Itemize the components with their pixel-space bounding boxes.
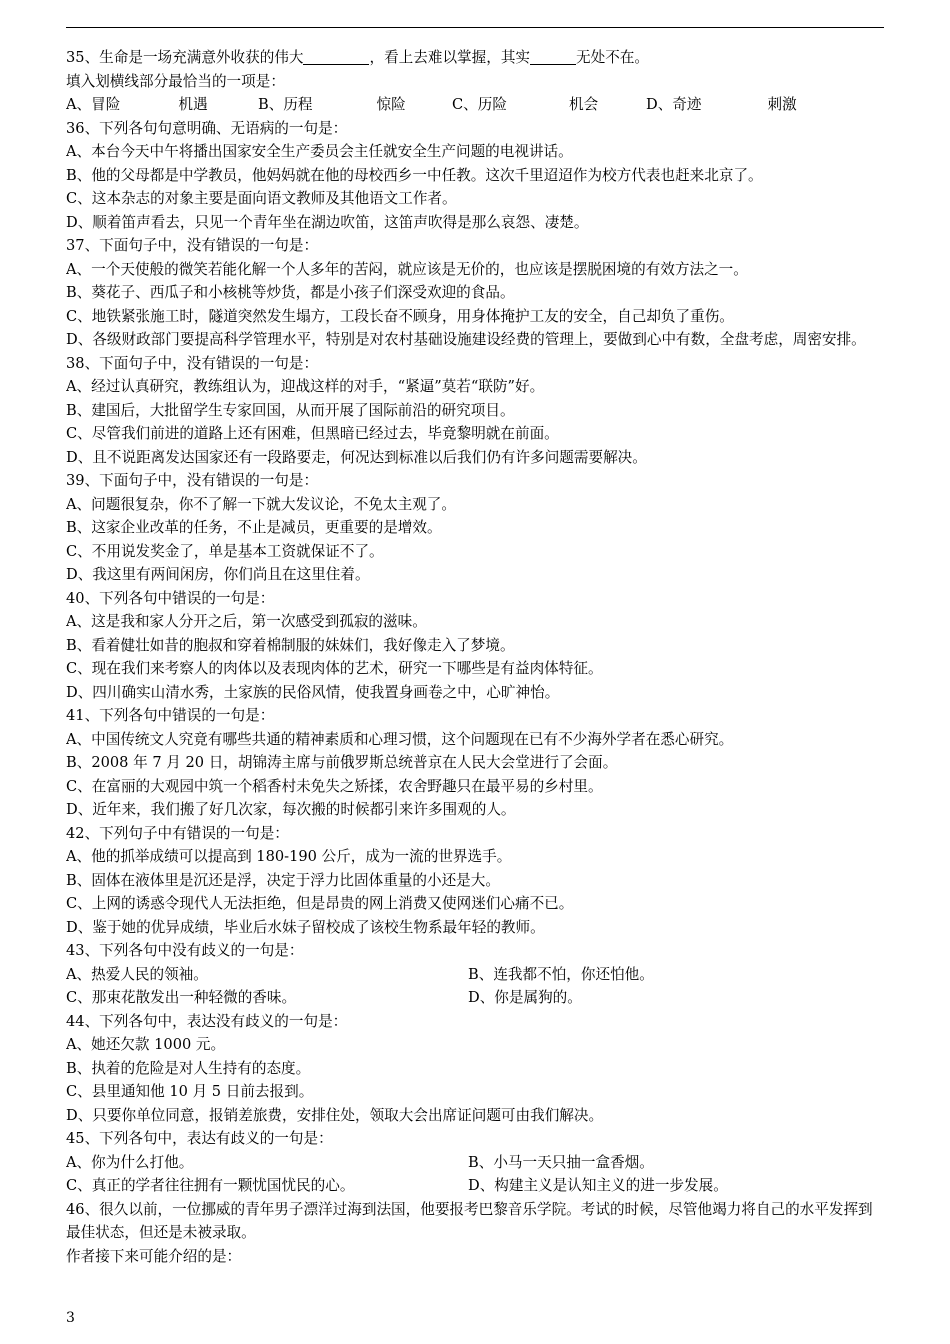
question-41 bbox=[66, 704, 886, 822]
option-letter: D、 bbox=[646, 96, 673, 113]
option-c: C、尽管我们前进的道路上还有困难，但黑暗已经过去，毕竟黎明就在前面。 bbox=[66, 425, 559, 442]
option-word: 奇迹 bbox=[672, 96, 702, 113]
question-42 bbox=[66, 822, 886, 940]
option-d: D、顺着笛声看去，只见一个青年坐在湖边吹笛，这笛声吹得是那么哀怨、凄楚。 bbox=[66, 213, 589, 231]
question-stem: 43、下列各句中没有歧义的一句是： bbox=[66, 942, 304, 959]
option-b: B、固体在液体里是沉还是浮，决定于浮力比固体重量的小还是大。 bbox=[66, 871, 500, 889]
option-word: 机遇 bbox=[178, 96, 208, 113]
option-c: C、不用说发奖金了，单是基本工资就保证不了。 bbox=[66, 542, 384, 560]
option-row bbox=[66, 93, 886, 117]
question-44 bbox=[66, 1010, 886, 1128]
option-row bbox=[66, 986, 886, 1010]
option-b: B、他的父母都是中学教员，他妈妈就在他的母校西乡一中任教。这次千里迢迢作为校方代表也赶来北京了。 bbox=[66, 166, 763, 184]
option-d: D、四川确实山清水秀，土家族的民俗风情，使我置身画卷之中，心旷神怡。 bbox=[66, 683, 560, 701]
question-stem: 42、下列句子中有错误的一句是： bbox=[66, 824, 289, 842]
question-35 bbox=[66, 46, 886, 117]
option-c: C、地铁紧张施工时，隧道突然发生塌方，工段长奋不顾身，用身体掩护工友的安全，自己却负了重伤。 bbox=[66, 307, 734, 325]
option-c: C、现在我们来考察人的肉体以及表现肉体的艺术，研究一下哪些是有益肉体特征。 bbox=[66, 660, 603, 677]
option-b: B、这家企业改革的任务，不止是减员，更重要的是增效。 bbox=[66, 519, 442, 536]
option-c: C、县里通知他 10 月 5 日前去报到。 bbox=[66, 1083, 314, 1100]
option-d: D、你是属狗的。 bbox=[468, 989, 582, 1006]
question-38 bbox=[66, 352, 886, 470]
option-c: C、这本杂志的对象主要是面向语文教师及其他语文工作者。 bbox=[66, 190, 457, 207]
question-stem: 45、下列各句中，表达有歧义的一句是： bbox=[66, 1130, 333, 1147]
question-40 bbox=[66, 587, 886, 705]
question-39 bbox=[66, 469, 886, 587]
question-stem: 39、下面句子中，没有错误的一句是： bbox=[66, 472, 319, 489]
option-c bbox=[452, 93, 646, 117]
question-instruction: 填入划横线部分最恰当的一项是： bbox=[66, 72, 285, 90]
option-a: A、中国传统文人究竟有哪些共通的精神素质和心理习惯，这个问题现在已有不少海外学者在悉心研究。 bbox=[66, 730, 734, 748]
option-a: A、她还欠款 1000 元。 bbox=[66, 1036, 226, 1053]
option-d: D、构建主义是认知主义的进一步发展。 bbox=[468, 1177, 728, 1194]
question-46 bbox=[66, 1198, 886, 1269]
question-stem bbox=[66, 46, 886, 70]
option-word: 历险 bbox=[477, 96, 507, 113]
option-c: C、真正的学者往往拥有一颗忧国忧民的心。 bbox=[66, 1177, 355, 1194]
option-a: A、这是我和家人分开之后，第一次感受到孤寂的滋味。 bbox=[66, 613, 427, 630]
option-b: B、看着健壮如昔的胞叔和穿着棉制服的妹妹们，我好像走入了梦境。 bbox=[66, 636, 515, 654]
option-word: 冒险 bbox=[91, 96, 121, 113]
option-b bbox=[258, 93, 452, 117]
option-c: C、在富丽的大观园中筑一个稻香村未免失之矫揉，农舍野趣只在最平易的乡村里。 bbox=[66, 777, 603, 795]
option-word: 机会 bbox=[568, 96, 599, 113]
question-stem: 40、下列各句中错误的一句是： bbox=[66, 589, 275, 607]
stem-part: ，看上去难以掌握，其实 bbox=[369, 49, 531, 66]
option-a: A、他的抓举成绩可以提高到 180-190 公斤，成为一流的世界选手。 bbox=[66, 848, 512, 865]
option-d: D、我这里有两间闲房，你们尚且在这里住着。 bbox=[66, 566, 370, 583]
option-b: B、葵花子、西瓜子和小核桃等炒货，都是小孩子们深受欢迎的食品。 bbox=[66, 284, 515, 301]
option-word: 惊险 bbox=[376, 96, 406, 113]
question-stem: 38、下面句子中，没有错误的一句是： bbox=[66, 354, 319, 372]
question-stem: 36、下列各句句意明确、无语病的一句是： bbox=[66, 119, 348, 137]
question-43 bbox=[66, 939, 886, 1010]
option-row bbox=[66, 963, 886, 987]
header-rule bbox=[66, 27, 884, 28]
option-a: A、你为什么打他。 bbox=[66, 1153, 194, 1171]
stem-part: 35、生命是一场充满意外收获的伟大 bbox=[66, 49, 304, 66]
answer-blank bbox=[303, 50, 369, 65]
option-d: D、且不说距离发达国家还有一段路要走，何况达到标准以后我们仍有许多问题需要解决。 bbox=[66, 448, 647, 466]
option-letter: B、 bbox=[258, 96, 284, 113]
question-stem: 44、下列各句中，表达没有歧义的一句是： bbox=[66, 1012, 348, 1030]
page-number: 3 bbox=[66, 1310, 75, 1326]
question-instruction: 作者接下来可能介绍的是： bbox=[66, 1247, 242, 1265]
option-c: C、上网的诱惑令现代人无法拒绝，但是昂贵的网上消费又使网迷们心痛不已。 bbox=[66, 895, 574, 912]
option-d bbox=[646, 93, 797, 117]
option-a: A、一个天使般的微笑若能化解一个人多年的苦闷，就应该是无价的，也应该是摆脱困境的有效方法之一。 bbox=[66, 260, 748, 278]
question-45 bbox=[66, 1127, 886, 1198]
question-stem: 41、下列各句中错误的一句是： bbox=[66, 707, 275, 724]
option-a: A、问题很复杂，你不了解一下就大发议论，不免太主观了。 bbox=[66, 495, 456, 513]
option-letter: C、 bbox=[452, 96, 478, 113]
question-37 bbox=[66, 234, 886, 352]
option-d: D、各级财政部门要提高科学管理水平，特别是对农村基础设施建设经费的管理上，要做到心中有数，全盘考虑，周密安排。 bbox=[66, 331, 866, 348]
question-36 bbox=[66, 117, 886, 235]
option-word: 历程 bbox=[283, 96, 313, 113]
option-d: D、鉴于她的优异成绩，毕业后水妹子留校成了该校生物系最年轻的教师。 bbox=[66, 918, 545, 936]
option-row bbox=[66, 1174, 886, 1198]
option-row bbox=[66, 1151, 886, 1175]
option-letter: A、 bbox=[66, 96, 92, 113]
option-d: D、只要你单位同意，报销差旅费，安排住处，领取大会出席证问题可由我们解决。 bbox=[66, 1106, 604, 1124]
option-d: D、近年来，我们搬了好几次家，每次搬的时候都引来许多围观的人。 bbox=[66, 801, 516, 818]
answer-blank bbox=[530, 50, 576, 65]
option-word: 刺激 bbox=[767, 96, 797, 113]
option-b: B、执着的危险是对人生持有的态度。 bbox=[66, 1059, 311, 1077]
option-b: B、小马一天只抽一盒香烟。 bbox=[468, 1153, 654, 1171]
option-a bbox=[66, 93, 258, 117]
option-b: B、2008 年 7 月 20 日，胡锦涛主席与前俄罗斯总统普京在人民大会堂进行了会面。 bbox=[66, 754, 618, 771]
option-a: A、热爱人民的领袖。 bbox=[66, 965, 208, 983]
option-b: B、连我都不怕，你还怕他。 bbox=[468, 965, 654, 983]
question-stem: 46、很久以前，一位挪威的青年男子漂洋过海到法国，他要报考巴黎音乐学院。考试的时候，尽管他竭力将自己的水平发挥到最佳状态，但还是未被录取。 bbox=[66, 1200, 873, 1241]
exam-questions bbox=[66, 46, 886, 1268]
option-a: A、本台今天中午将播出国家安全生产委员会主任就安全生产问题的电视讲话。 bbox=[66, 143, 573, 160]
stem-part: 无处不在。 bbox=[576, 49, 650, 66]
option-c: C、那束花散发出一种轻微的香味。 bbox=[66, 989, 297, 1006]
option-b: B、建国后，大批留学生专家回国，从而开展了国际前沿的研究项目。 bbox=[66, 401, 515, 419]
question-stem: 37、下面句子中，没有错误的一句是： bbox=[66, 237, 319, 254]
option-a: A、经过认真研究，教练组认为，迎战这样的对手，“紧逼”莫若“联防”好。 bbox=[66, 378, 545, 395]
